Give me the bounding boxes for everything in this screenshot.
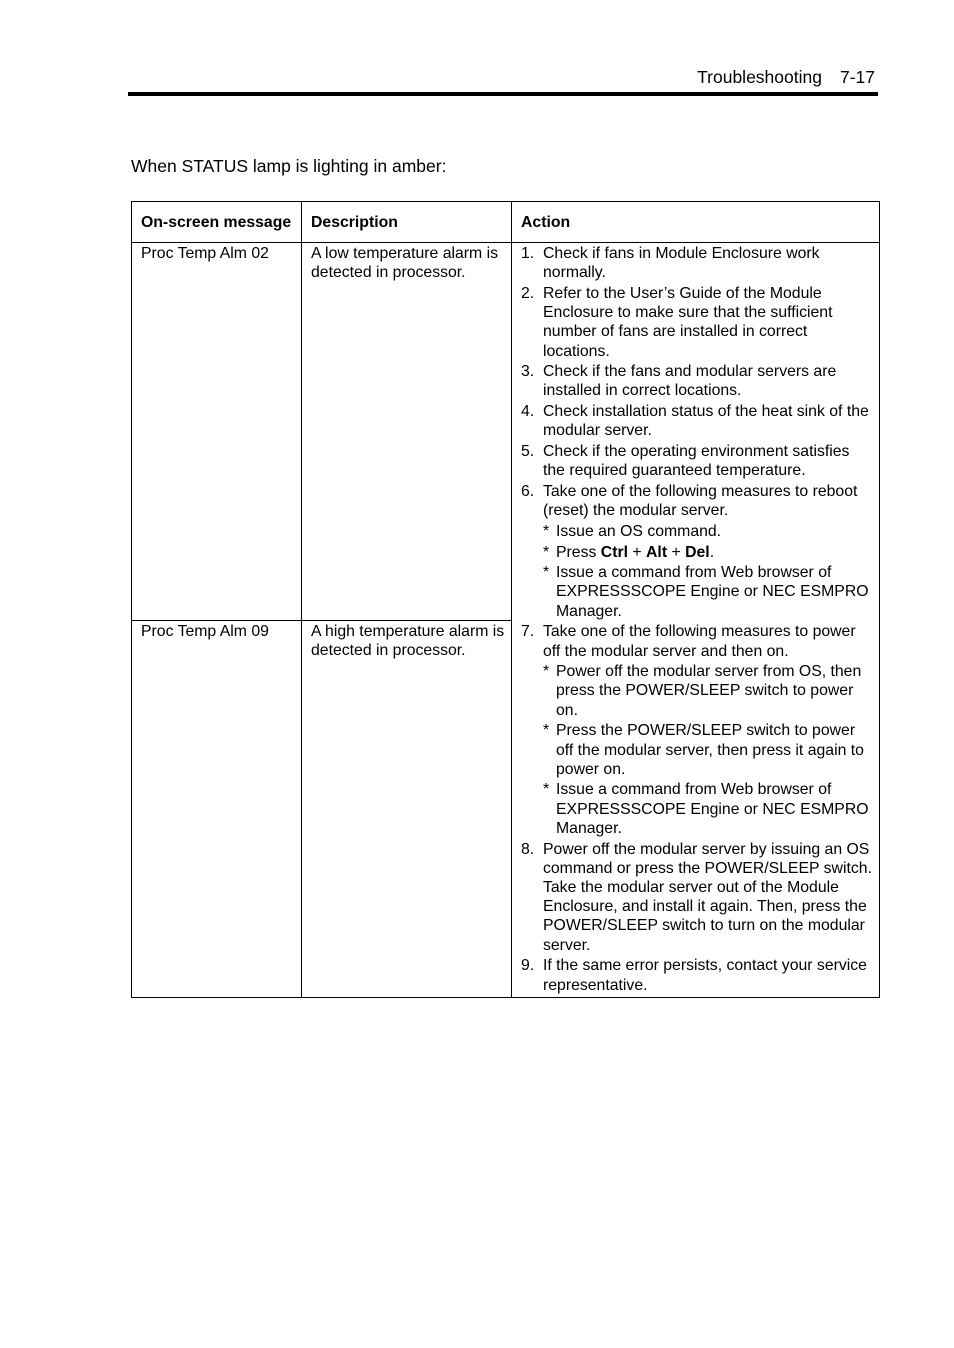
- bullet-prefix: Press: [556, 543, 601, 561]
- key-ctrl: Ctrl: [600, 543, 628, 561]
- action-step: [521, 362, 873, 400]
- step-text: Check if the operating environment satisfies the required guaranteed temperature.: [543, 443, 850, 480]
- description-cell: A high temperature alarm is detected in processor.: [302, 620, 512, 998]
- sub-bullet: [543, 543, 873, 562]
- bullet-text: Issue a command from Web browser of EXPRESSSCOPE Engine or NEC ESMPRO Manager.: [556, 564, 869, 620]
- step-number: 6.: [521, 482, 535, 500]
- bullet-mark: *: [543, 543, 550, 561]
- bullet-suffix: .: [709, 543, 715, 561]
- step-number: 2.: [521, 284, 535, 302]
- key-separator: +: [628, 543, 647, 561]
- step-text: Power off the modular server by issuing an OS command or press the POWER/SLEEP switch. Take the modular server out of the Module Enclosure, and install it again. Then, press the POWER/SLEEP switch to turn on the modular server.: [543, 840, 872, 954]
- step-number: 3.: [521, 363, 535, 381]
- sub-bullet: [543, 721, 873, 779]
- section-title: Troubleshooting: [697, 67, 822, 87]
- key-del: Del: [685, 543, 710, 561]
- key-separator: +: [667, 543, 686, 561]
- sub-bullet: [543, 662, 873, 720]
- step-number: 1.: [521, 245, 535, 262]
- bullet-mark: *: [543, 522, 550, 540]
- action-step: [521, 442, 873, 480]
- step-number: 8.: [521, 840, 535, 858]
- action-cell: [512, 243, 880, 998]
- bullet-mark: *: [543, 781, 550, 799]
- table-header-row: [132, 202, 880, 243]
- running-header: [697, 67, 875, 88]
- action-step: [521, 956, 873, 994]
- bullet-text: Issue an OS command.: [556, 522, 722, 540]
- bullet-text: Power off the modular server from OS, then press the POWER/SLEEP switch to power on.: [556, 663, 862, 719]
- action-step: [521, 244, 873, 282]
- step-text: Check if fans in Module Enclosure work normally.: [543, 245, 820, 282]
- step-number: 9.: [521, 957, 535, 975]
- bullet-mark: *: [543, 722, 550, 740]
- step-text: Take one of the following measures to power off the modular server and then on.: [543, 623, 856, 660]
- step-text: If the same error persists, contact your service representative.: [543, 957, 867, 994]
- intro-text: When STATUS lamp is lighting in amber:: [131, 156, 447, 176]
- action-step: [521, 622, 873, 838]
- table-row: [132, 243, 880, 621]
- bullet-text: Issue a command from Web browser of EXPRESSSCOPE Engine or NEC ESMPRO Manager.: [556, 781, 869, 837]
- step-number: 4.: [521, 403, 535, 421]
- bullet-mark: *: [543, 564, 550, 582]
- column-header-action: Action: [512, 202, 880, 243]
- step-text: Take one of the following measures to reboot (reset) the modular server.: [543, 482, 858, 520]
- bullet-mark: *: [543, 663, 550, 681]
- message-cell: Proc Temp Alm 02: [132, 243, 302, 621]
- bullet-text: [556, 543, 873, 562]
- step-number: 7.: [521, 623, 535, 641]
- sub-bullet: [543, 522, 873, 541]
- step-text: Refer to the User’s Guide of the Module Enclosure to make sure that the sufficient number of fans are installed in correct locations.: [543, 284, 833, 360]
- page-number: 7-17: [839, 67, 875, 87]
- key-alt: Alt: [646, 543, 668, 561]
- action-step: [521, 402, 873, 440]
- step-text: Check if the fans and modular servers are installed in correct locations.: [543, 363, 837, 400]
- step-number: 5.: [521, 443, 535, 461]
- column-header-description: Description: [302, 202, 512, 243]
- action-step: [521, 482, 873, 621]
- sub-bullet: [543, 780, 873, 838]
- error-message-table: [131, 201, 880, 998]
- bullet-text: Press the POWER/SLEEP switch to power off the modular server, then press it again to power on.: [556, 722, 864, 778]
- header-rule: [128, 92, 878, 96]
- description-cell: A low temperature alarm is detected in processor.: [302, 243, 512, 621]
- action-step: [521, 284, 873, 361]
- column-header-message: On-screen message: [132, 202, 302, 243]
- sub-bullet: [543, 563, 873, 621]
- message-cell: Proc Temp Alm 09: [132, 620, 302, 998]
- action-step: [521, 840, 873, 955]
- step-text: Check installation status of the heat sink of the modular server.: [543, 403, 869, 440]
- page-header: [128, 64, 878, 96]
